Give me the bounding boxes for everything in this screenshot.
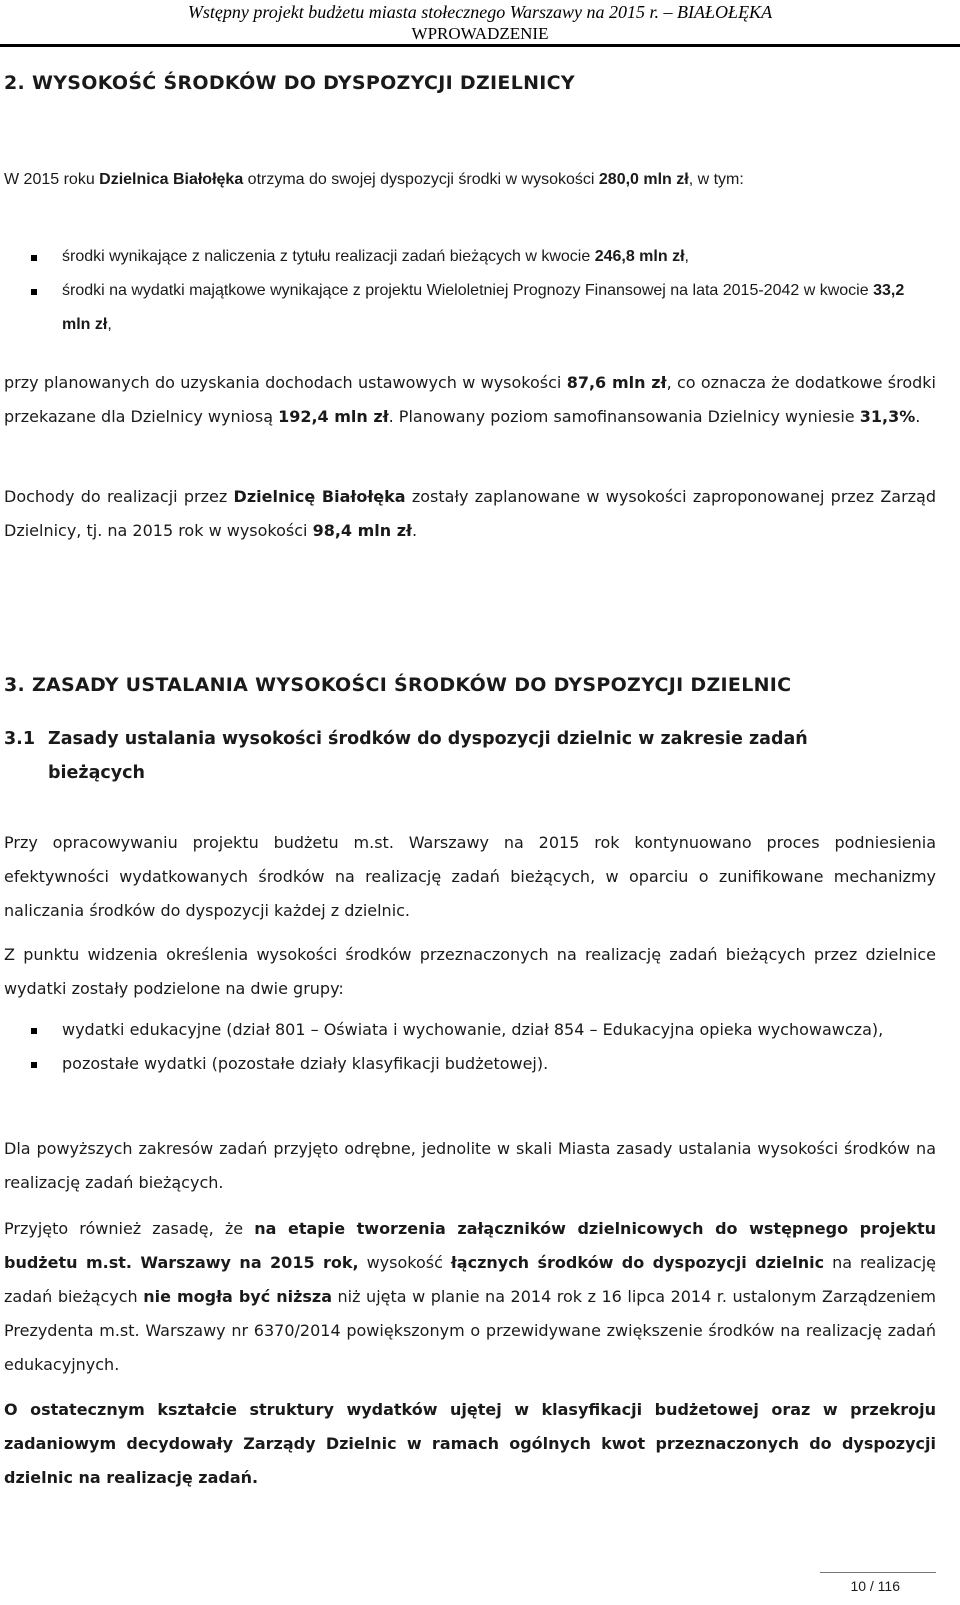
section-3-paragraph-5: O ostatecznym kształcie struktury wydatków ujętej w klasyfikacji budżetowej oraz w przekroju zadaniowym decydowały Zarządy Dzielnic w ramach ogólnych kwot przeznaczonych do dyspozycji dzielnic na realizację zadań. <box>4 1400 936 1487</box>
bullet-square-icon <box>31 289 37 295</box>
section-3-title: 3. ZASADY USTALANIA WYSOKOŚCI ŚRODKÓW DO DYSPOZYCJI DZIELNIC <box>4 674 792 696</box>
list-item: środki wynikające z naliczenia z tytułu realizacji zadań bieżących w kwocie 246,8 mln zł, <box>4 240 936 274</box>
section-2-revenue-paragraph: Dochody do realizacji przez Dzielnicę Białołęka zostały zaplanowane w wysokości zaproponowanej przez Zarząd Dzielnicy, tj. na 2015 rok w wysokości 98,4 mln zł. <box>4 487 937 540</box>
section-3-paragraph-4: Przyjęto również zasadę, że na etapie tworzenia załączników dzielnicowych do wstępnego projektu budżetu m.st. Warszawy na 2015 rok, wysokość łącznych środków do dyspozycji dzielnic na realizację zadań bieżących nie mogła być niższa niż ujęta w planie na 2014 rok z 16 lipca 2014 r. ustalonym Zarządzeniem Prezydenta m.st. Warszawy nr 6370/2014 powiększonym o przewidywane zwiększenie środków na realizację zadań edukacyjnych. <box>4 1219 937 1374</box>
header-title: Wstępny projekt budżetu miasta stołecznego Warszawy na 2015 r. – BIAŁOŁĘKA <box>187 2 773 22</box>
subsection-3-1-title <box>4 722 904 790</box>
list-item: pozostałe wydatki (pozostałe działy klasyfikacji budżetowej). <box>4 1047 936 1081</box>
section-2-bullets <box>4 240 936 342</box>
section-2-intro: W 2015 roku Dzielnica Białołęka otrzyma do swojej dyspozycji środki w wysokości 280,0 mln zł, w tym: <box>4 171 744 188</box>
section-3-paragraph-1: Przy opracowywaniu projektu budżetu m.st. Warszawy na 2015 rok kontynuowano proces podniesienia efektywności wydatkowanych środków na realizację zadań bieżących, w oparciu o zunifikowane mechanizmy naliczania środków do dyspozycji każdej z dzielnic. <box>4 833 936 920</box>
section-3-paragraph-3: Dla powyższych zakresów zadań przyjęto odrębne, jednolite w skali Miasta zasady ustalania wysokości środków na realizację zadań bieżących. <box>4 1139 936 1192</box>
page-header <box>0 0 960 45</box>
section-3-bullets <box>4 1013 936 1081</box>
section-2-income-paragraph: przy planowanych do uzyskania dochodach ustawowych w wysokości 87,6 mln zł, co oznacza że dodatkowe środki przekazane dla Dzielnicy wyniosą 192,4 mln zł. Planowany poziom samofinansowania Dzielnicy wyniesie 31,3%. <box>4 373 936 426</box>
section-2-title: 2. WYSOKOŚĆ ŚRODKÓW DO DYSPOZYCJI DZIELNICY <box>4 72 575 94</box>
list-item: środki na wydatki majątkowe wynikające z projektu Wieloletniej Prognozy Finansowej na lata 2015-2042 w kwocie 33,2 mln zł, <box>4 274 936 342</box>
section-3-paragraph-2: Z punktu widzenia określenia wysokości środków przeznaczonych na realizację zadań bieżących przez dzielnice wydatki zostały podzielone na dwie grupy: <box>4 945 936 998</box>
bullet-square-icon <box>31 255 37 261</box>
header-rule <box>0 44 960 47</box>
page-number: 10 / 116 <box>850 1578 900 1594</box>
subsection-title-line2: bieżących <box>48 763 146 783</box>
header-subtitle: WPROWADZENIE <box>411 24 549 43</box>
bullet-square-icon <box>31 1062 37 1068</box>
list-item: wydatki edukacyjne (dział 801 – Oświata i wychowanie, dział 854 – Edukacyjna opieka wychowawcza), <box>4 1013 936 1047</box>
subsection-number: 3.1 <box>4 729 36 749</box>
bullet-square-icon <box>31 1028 37 1034</box>
footer-rule <box>820 1572 936 1573</box>
subsection-title-line1: Zasady ustalania wysokości środków do dyspozycji dzielnic w zakresie zadań <box>48 729 808 749</box>
